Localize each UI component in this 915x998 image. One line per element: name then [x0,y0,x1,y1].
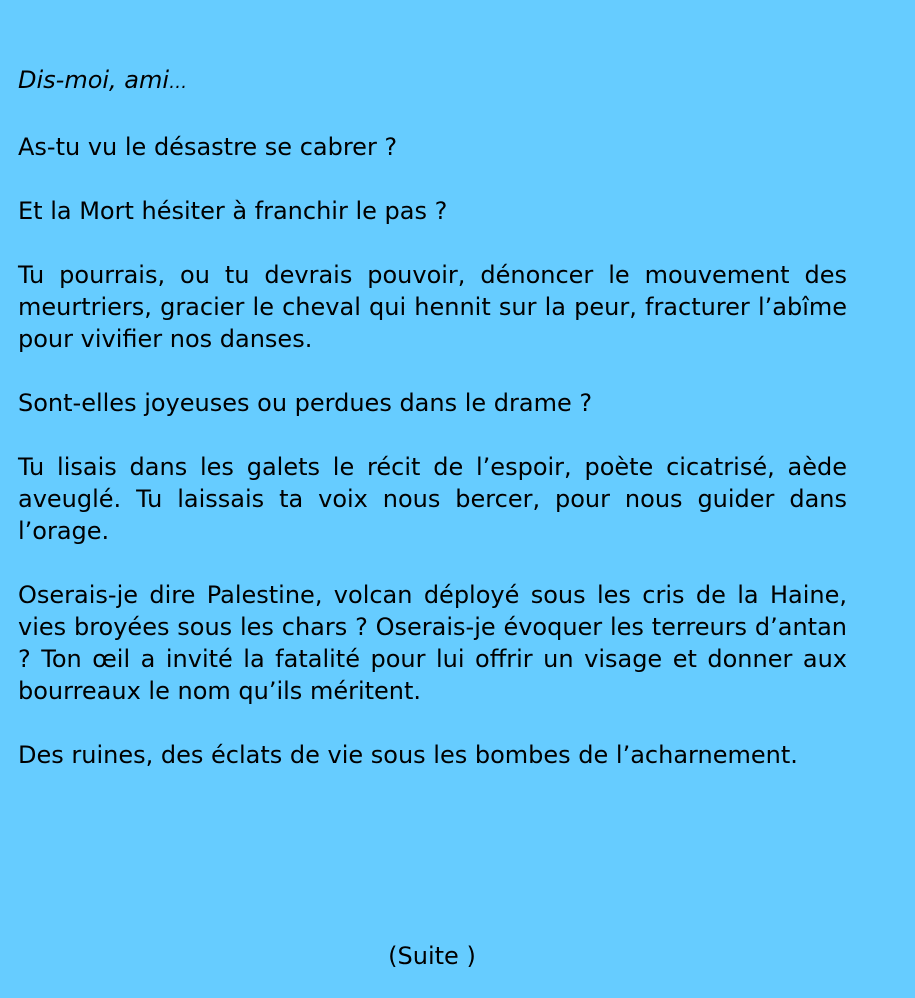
poem-paragraph: Des ruines, des éclats de vie sous les bombes de l’acharnement. [18,741,798,769]
poem-paragraph: Tu pourrais, ou tu devrais pouvoir, dénoncer le mouvement des meurtriers, gracier le cheval qui hennit sur la peur, fracturer l’abîme pour vivifier nos danses. [18,261,847,353]
poem-intro-ellipsis: … [169,72,188,93]
poem-intro-text: Dis-moi, ami [18,66,170,94]
poem-paragraph: Tu lisais dans les galets le récit de l’espoir, poète cicatrisé, aède aveuglé. Tu laissais ta voix nous bercer, pour nous guider dans l’orage. [18,453,847,545]
poem-paragraph: Oserais-je dire Palestine, volcan déployé sous les cris de la Haine, vies broyées sous les chars ? Oserais-je évoquer les terreurs d’antan ? Ton œil a invité la fatalité pour lui offrir un visage et donner aux bourreaux le nom qu’ils méritent. [18,581,847,705]
poem-intro [18,64,847,99]
poem-text [18,64,847,803]
poem-paragraph: As-tu vu le désastre se cabrer ? [18,133,398,161]
poem-paragraph: Et la Mort hésiter à franchir le pas ? [18,197,448,225]
suite-link[interactable]: (Suite ) [388,942,476,970]
poem-paragraph: Sont-elles joyeuses ou perdues dans le drame ? [18,389,593,417]
